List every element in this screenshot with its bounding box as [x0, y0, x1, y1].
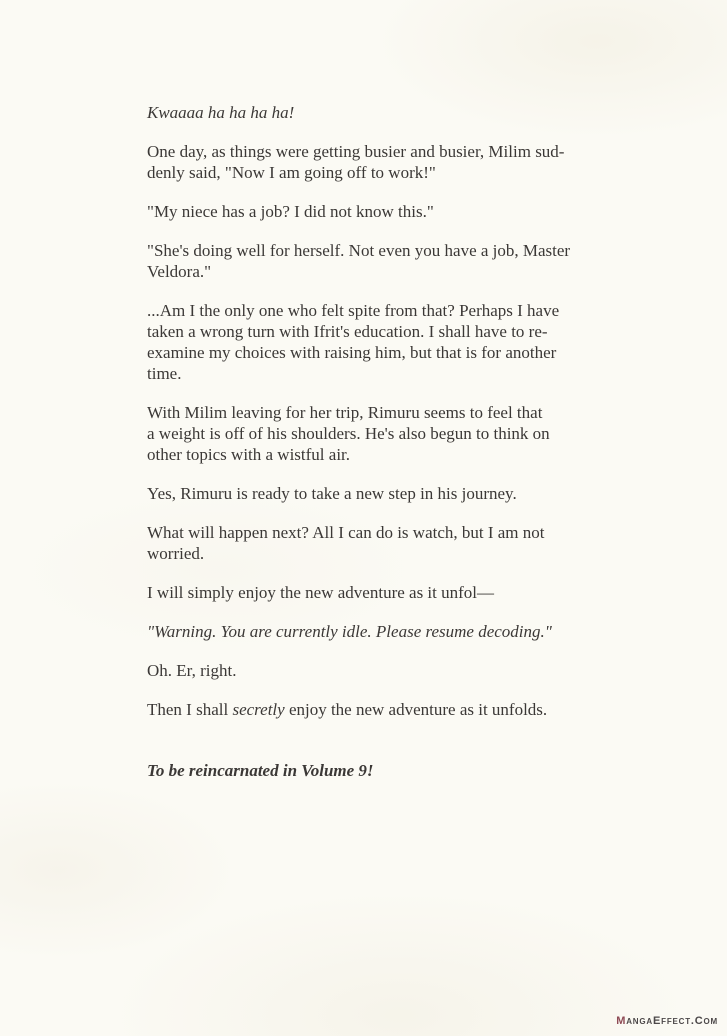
- paragraph-niece-job: [147, 201, 627, 222]
- text-line: Veldora.": [147, 262, 212, 281]
- text-line: examine my choices with raising him, but that is for another: [147, 343, 557, 362]
- paragraph-oh-er-right: [147, 660, 627, 681]
- text-segment: enjoy the new adventure as it unfolds.: [284, 700, 548, 719]
- paragraph-secretly-enjoy: [147, 699, 627, 720]
- text-line: With Milim leaving for her trip, Rimuru seems to feel that: [147, 403, 543, 422]
- text-line: Oh. Er, right.: [147, 661, 237, 680]
- text-line: "Warning. You are currently idle. Please resume decoding.": [147, 622, 552, 641]
- paragraph-laugh: [147, 102, 627, 123]
- watermark-mangaeffect: [616, 1015, 718, 1027]
- text-line: time.: [147, 364, 182, 383]
- text-line: [147, 699, 627, 720]
- paragraph-spite-education: [147, 300, 627, 384]
- text-line: Kwaaaa ha ha ha ha!: [147, 103, 295, 122]
- paragraph-milim-trip: [147, 402, 627, 465]
- text-line: ...Am I the only one who felt spite from that? Perhaps I have: [147, 301, 560, 320]
- text-line: What will happen next? All I can do is watch, but I am not: [147, 523, 545, 542]
- text-line: "She's doing well for herself. Not even you have a job, Master: [147, 241, 571, 260]
- paragraph-not-worried: [147, 522, 627, 564]
- text-line: Yes, Rimuru is ready to take a new step in his journey.: [147, 484, 517, 503]
- text-line: taken a wrong turn with Ifrit's education. I shall have to re-: [147, 322, 548, 341]
- page-text-block: [147, 102, 627, 781]
- text-line: I will simply enjoy the new adventure as it unfol—: [147, 583, 495, 602]
- text-line: denly said, "Now I am going off to work!": [147, 163, 436, 182]
- text-segment-emphasis: secretly: [232, 700, 285, 719]
- text-line: other topics with a wistful air.: [147, 445, 351, 464]
- text-line: "My niece has a job? I did not know this.": [147, 202, 434, 221]
- watermark-rest: angaEffect.Com: [626, 1015, 718, 1027]
- text-segment: Then I shall: [147, 700, 233, 719]
- paragraph-warning-idle: [147, 621, 627, 642]
- text-line: a weight is off of his shoulders. He's also begun to think on: [147, 424, 550, 443]
- text-line: worried.: [147, 544, 205, 563]
- text-line: One day, as things were getting busier and busier, Milim sud-: [147, 142, 565, 161]
- text-line: To be reincarnated in Volume 9!: [147, 761, 374, 780]
- watermark-initial: M: [616, 1015, 627, 1027]
- paragraph-doing-well: [147, 240, 627, 282]
- paragraph-new-step: [147, 483, 627, 504]
- paragraph-volume-teaser: [147, 760, 627, 781]
- paragraph-milim-work: [147, 141, 627, 183]
- paragraph-enjoy-interrupted: [147, 582, 627, 603]
